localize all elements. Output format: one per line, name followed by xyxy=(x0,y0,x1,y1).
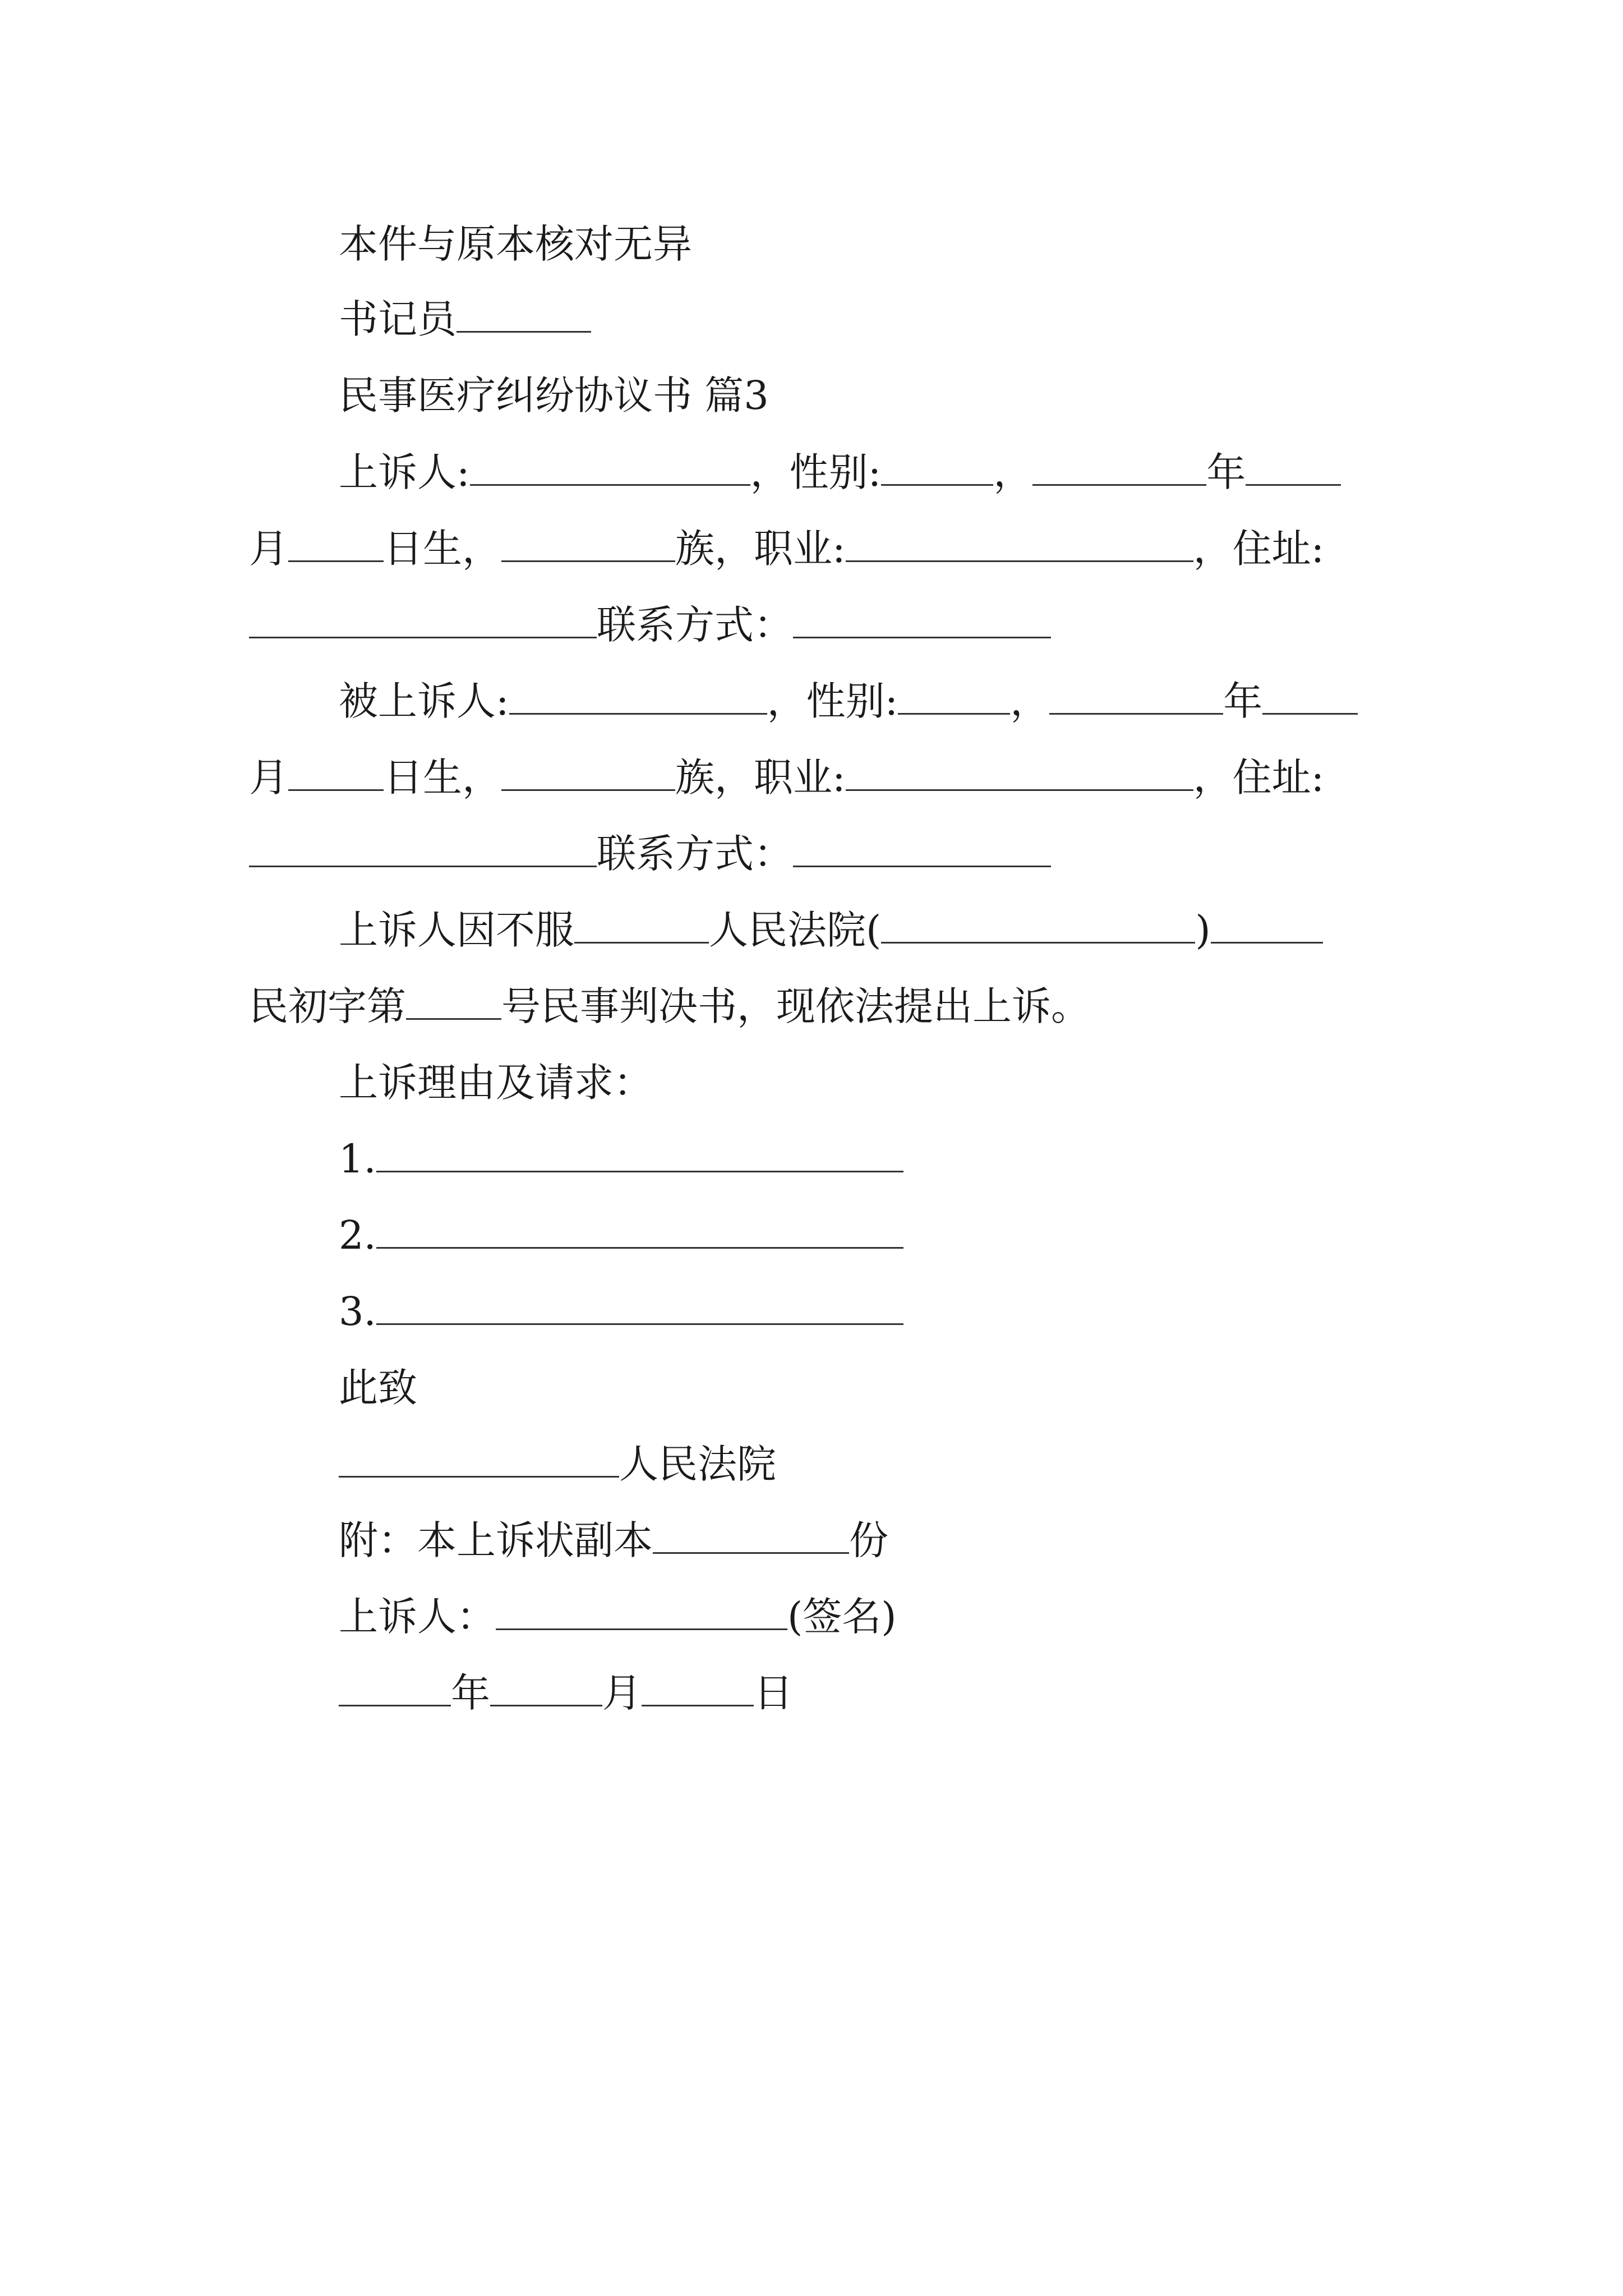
case-year-blank xyxy=(881,934,1195,944)
appellant-month-label: 月 xyxy=(249,526,288,572)
salutation-text: 此致 xyxy=(339,1365,417,1411)
ground-item-3 xyxy=(339,1283,903,1340)
appellant-day-label: 日生， xyxy=(384,526,501,572)
appellee-address-label: ，住址: xyxy=(1193,754,1325,800)
case-court-code-blank xyxy=(1211,934,1323,944)
appellee-birth-year-blank xyxy=(1049,705,1223,715)
reason-text-2: 人民法院( xyxy=(709,907,882,953)
date-month-label: 月 xyxy=(602,1670,642,1716)
date-month-blank xyxy=(490,1697,602,1706)
certification-line xyxy=(339,216,692,272)
certification-text: 本件与原本核对无异 xyxy=(339,221,692,267)
reason-text-5: 号民事判决书，现依法提出上诉。 xyxy=(501,983,1090,1029)
signature-line xyxy=(339,1589,897,1645)
ground-item-number: 3. xyxy=(339,1289,376,1335)
court-label: 人民法院 xyxy=(619,1441,776,1487)
date-day-blank xyxy=(642,1697,754,1706)
signature-suffix: (签名) xyxy=(787,1594,897,1640)
appellee-birth-day-blank xyxy=(288,781,384,791)
ground-item-1 xyxy=(339,1131,903,1187)
appellant-label: 上诉人: xyxy=(339,449,470,495)
appellant-gender-label: ，性别: xyxy=(750,449,882,495)
court-name-blank xyxy=(574,934,709,944)
attachment-line xyxy=(339,1512,888,1568)
appellant-birth-year-blank xyxy=(1032,476,1206,486)
appellee-line-2 xyxy=(249,749,1324,806)
appellant-address-label: ，住址: xyxy=(1193,526,1325,572)
appellee-contact-blank xyxy=(793,858,1051,867)
appellee-month-label: 月 xyxy=(249,754,288,800)
reason-line-2 xyxy=(249,978,1090,1034)
appellee-comma: ， xyxy=(1010,678,1050,724)
ground-item-blank xyxy=(376,1239,903,1249)
appellant-gender-blank xyxy=(881,476,993,486)
clerk-line xyxy=(339,291,591,347)
appellant-line-3 xyxy=(249,597,1051,653)
salutation xyxy=(339,1360,417,1416)
date-day-label: 日 xyxy=(754,1670,793,1716)
appellant-birth-day-blank xyxy=(288,553,384,562)
court-recipient-blank xyxy=(339,1468,619,1478)
appellant-address-blank xyxy=(249,629,597,638)
case-number-blank xyxy=(406,1010,501,1020)
appellee-label: 被上诉人: xyxy=(339,678,509,724)
appellant-line-1 xyxy=(339,444,1341,500)
appellant-line-2 xyxy=(249,521,1324,577)
appellee-line-3 xyxy=(249,826,1051,882)
ground-item-blank xyxy=(376,1315,903,1325)
reason-text-3: ) xyxy=(1195,907,1211,953)
attachment-prefix: 附：本上诉状副本 xyxy=(339,1517,653,1563)
appellant-ethnicity-label: 族，职业: xyxy=(675,526,846,572)
appellant-birth-month-blank xyxy=(1246,476,1341,486)
date-line xyxy=(339,1665,793,1721)
appellee-occupation-blank xyxy=(846,781,1193,791)
section-title-text: 民事医疗纠纷协议书 篇3 xyxy=(339,372,769,418)
appellee-gender-blank xyxy=(898,705,1010,715)
appellant-comma: ， xyxy=(993,449,1033,495)
appellee-ethnicity-blank xyxy=(501,781,675,791)
appellee-contact-label: 联系方式： xyxy=(597,831,793,877)
clerk-blank xyxy=(457,323,591,333)
reason-line-1 xyxy=(339,902,1323,958)
appellant-contact-blank xyxy=(793,629,1051,638)
grounds-title-text: 上诉理由及请求： xyxy=(339,1060,653,1106)
appellant-occupation-blank xyxy=(846,553,1193,562)
appellee-day-label: 日生， xyxy=(384,754,501,800)
date-year-label: 年 xyxy=(451,1670,490,1716)
appellant-ethnicity-blank xyxy=(501,553,675,562)
appellee-ethnicity-label: 族，职业: xyxy=(675,754,846,800)
signature-label: 上诉人： xyxy=(339,1594,496,1640)
court-line xyxy=(339,1436,776,1492)
appellee-address-blank xyxy=(249,858,597,867)
signature-blank xyxy=(496,1621,787,1630)
reason-text-1: 上诉人因不服 xyxy=(339,907,574,953)
reason-text-4: 民初字第 xyxy=(249,983,406,1029)
copies-blank xyxy=(653,1544,849,1554)
ground-item-number: 2. xyxy=(339,1212,376,1258)
date-year-blank xyxy=(339,1697,451,1706)
appellee-birth-month-blank xyxy=(1262,705,1358,715)
section-title xyxy=(339,367,769,424)
appellee-name-blank xyxy=(509,705,767,715)
grounds-title xyxy=(339,1055,653,1111)
appellee-gender-label: ，性别: xyxy=(767,678,898,724)
appellant-name-blank xyxy=(470,476,750,486)
appellee-year-label: 年 xyxy=(1223,678,1263,724)
appellant-year-label: 年 xyxy=(1206,449,1246,495)
appellee-line-1 xyxy=(339,673,1358,729)
attachment-suffix: 份 xyxy=(849,1517,888,1563)
ground-item-number: 1. xyxy=(339,1136,376,1182)
ground-item-2 xyxy=(339,1207,903,1263)
ground-item-blank xyxy=(376,1163,903,1172)
clerk-label: 书记员 xyxy=(339,296,457,342)
appellant-contact-label: 联系方式： xyxy=(597,602,793,648)
